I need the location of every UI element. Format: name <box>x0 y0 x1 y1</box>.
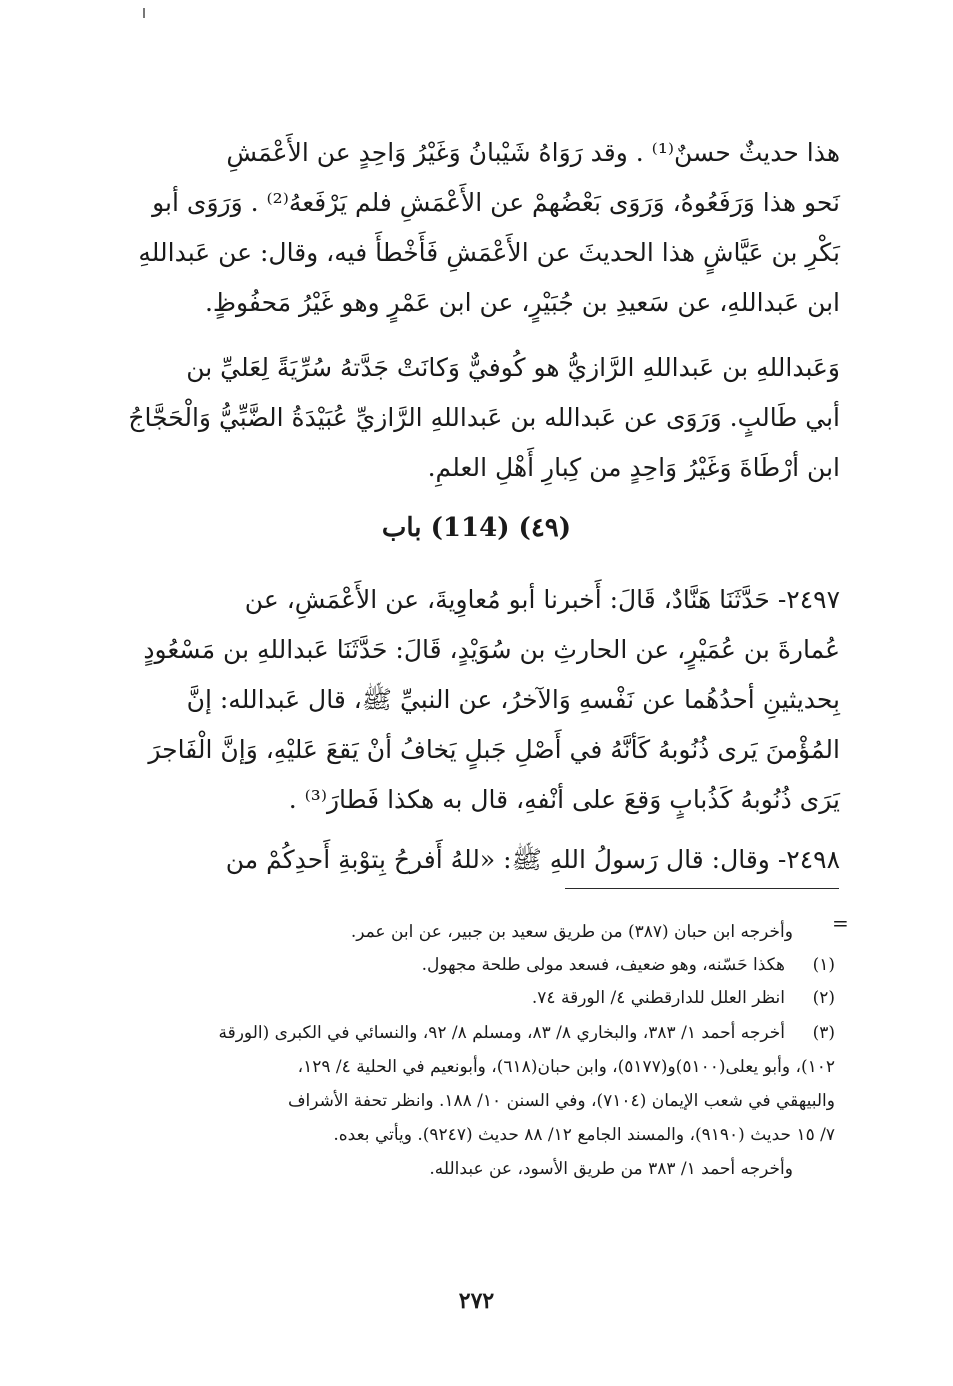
scan-mark <box>143 8 145 18</box>
text-line: نَحو هذا وَرَفَعُوهُ، وَرَوَى بَعْضُهمْ عن الأَعْمَشِ فلم يَرْفَعهُ⁽²⁾ . وَرَوَى أبو <box>152 188 840 217</box>
footnote-number: (٢) <box>812 988 835 1008</box>
text-line: بَكْرِ بن عَيَّاشٍ هذا الحديثَ عن الأَعْمَشِ فَأَخْطأَ فيه، وقال: عن عَبداللهِ <box>138 238 840 267</box>
footnote-3-line: ١٠٢)، وأبو يعلى(٥١٠٠)و(٥١٧٧)، وابن حبان(٦١٨)، وأبونعيم في الحلية ٤/ ١٢٩، <box>297 1057 835 1077</box>
footnote-3-line: أخرجه أحمد ١/ ٣٨٣، والبخاري ٨/ ٨٣، ومسلم ٨/ ٩٢، والنسائي في الكبرى (الورقة <box>218 1023 785 1043</box>
footnote-number: (١) <box>812 955 835 975</box>
chapter-heading: (٤٩) (114) باب <box>381 513 572 543</box>
text-line: ٢٤٩٧- حَدَّثَنَا هَنَّادٌ، قَالَ: أَخبرنا أبو مُعاوِيةَ، عن الأَعْمَشِ، عن <box>244 585 840 614</box>
footnote-2: انظر العلل للدارقطني ٤/ الورقة ٧٤. <box>531 988 785 1008</box>
text-line: بِحديثينِ أحدُهُما عن نَفْسهِ وَالآخرُ، عن النبيِّ ﷺ، قال عَبدالله: إنَّ <box>186 685 840 714</box>
text-line: ابن أرْطَاةَ وَغَيْرُ وَاحِدٍ من كِبارِ أَهْلِ العلمِ. <box>427 453 840 482</box>
footnote-3-line: وأخرجه أحمد ١/ ٣٨٣ من طريق الأسود، عن عبدالله. <box>429 1159 793 1179</box>
footnote-1: هكذا حَسّنه، وهو ضعيف، فسعد مولى طلحة مجهول. <box>421 955 785 975</box>
text-line: ٢٤٩٨- وقال: قال رَسولُ اللهِ ﷺ: «للهُ أَفرحُ بِتوْبةِ أَحدِكُمْ من <box>225 845 840 874</box>
footnote-separator <box>565 888 839 889</box>
text-line: وَعَبداللهِ بن عَبداللهِ الرَّازيُّ هو كُوفيٌّ وَكانَتْ جَدَّتهُ سُرِّيَةً لِعَليِّ بن <box>186 353 840 382</box>
footnote-continuation: وأخرجه ابن حبان (٣٨٧) من طريق سعيد بن جبير، عن ابن عمر. <box>350 922 793 942</box>
text-line: المُؤْمنَ يَرى ذُنُوبهُ كَأنَّهُ في أَصْلِ جَبلٍ يَخافُ أنْ يَقعَ عَليْهِ، وَإنَّ الْفَاجرَ <box>148 735 840 764</box>
footnote-number: (٣) <box>812 1023 835 1043</box>
hadith-2498 <box>108 835 840 885</box>
footnote-continuation-mark: = <box>832 911 849 935</box>
text-line: عُمارةَ بن عُمَيْرٍ، عن الحارثِ بن سُوَيْدٍ، قَالَ: حَدَّثَنَا عَبداللهِ بن مَسْعُودٍ <box>143 635 840 664</box>
footnote-3-line: والبيهقي في شعب الإيمان (٧١٠٤)، وفي السنن ١٠/ ١٨٨. وانظر تحفة الأشراف <box>287 1091 835 1111</box>
text-line: ابن عَبداللهِ، عن سَعيدِ بن جُبَيْرٍ، عن ابن عَمْرٍ وهو غَيْرُ مَحفُوظٍ. <box>204 288 840 317</box>
text-line: هذا حديثٌ حسنٌ⁽¹⁾ . وقد رَوَاهُ شَيْبانُ وَغَيْرُ وَاحِدٍ عن الأَعْمَشِ <box>226 138 840 167</box>
footnote-3-line: ٧/ ١٥ حديث (٩١٩٠)، والمسند الجامع ١٢/ ٨٨ حديث (٩٢٤٧). ويأتي بعده. <box>333 1125 835 1145</box>
text-line: أبي طَالبٍ. وَرَوَى عن عَبدالله بن عَبداللهِ الرَّازيِّ عُبَيْدَةُ الضَّبِّيُّ وَالْحَجَّاجُ <box>128 403 840 432</box>
text-line: يَرَى ذُنُوبهُ كَذُبابٍ وَقعَ على أنْفهِ، قال به هكذا فَطارَ⁽³⁾ . <box>288 785 840 814</box>
paragraph-2 <box>108 343 840 493</box>
hadith-2497 <box>108 575 840 825</box>
paragraph-1 <box>108 128 840 328</box>
page-number: ٢٧٢ <box>458 1288 495 1314</box>
